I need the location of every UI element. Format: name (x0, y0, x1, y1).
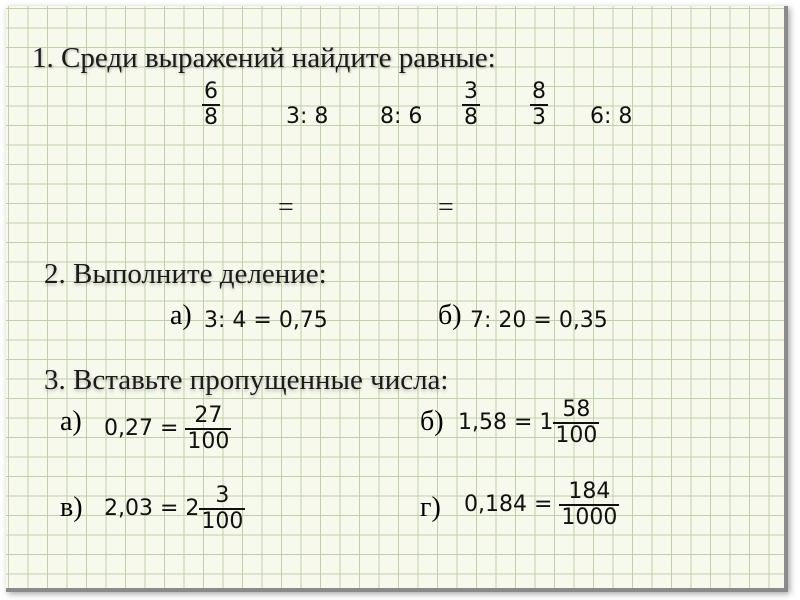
fraction-6-8 (202, 80, 220, 130)
task3-d-left: 0,184 = (464, 492, 553, 518)
task1-title: 1. Среди выражений найдите равные: (32, 42, 496, 74)
task3-b-label: б) (420, 406, 444, 437)
equals-sign-2: = (438, 192, 454, 223)
slide (6, 6, 788, 592)
numerator: 27 (194, 403, 223, 428)
task3-title: 3. Вставьте пропущенные числа: (44, 364, 449, 396)
task2-b-label: б) (438, 300, 462, 331)
task2-a-expression: 3: 4 = 0,75 (204, 308, 328, 333)
numerator: 58 (562, 397, 591, 422)
task3-c-left: 2,03 = 2 (104, 496, 200, 522)
denominator: 3 (532, 105, 546, 131)
denominator: 100 (555, 423, 598, 449)
equals-sign-1: = (278, 192, 294, 223)
task3-a-expression (104, 404, 231, 454)
denominator: 100 (187, 429, 230, 455)
task2-b-expression: 7: 20 = 0,35 (470, 308, 608, 333)
denominator: 8 (464, 105, 478, 131)
expression-6-div-8: 6: 8 (590, 104, 633, 129)
expression-8-div-6: 8: 6 (380, 104, 423, 129)
denominator: 8 (204, 105, 218, 131)
task3-b-left: 1,58 = 1 (458, 410, 554, 436)
task3-b-expression (458, 398, 599, 448)
expression-3-div-8: 3: 8 (286, 104, 329, 129)
task3-d-expression (464, 480, 619, 530)
task2-title: 2. Выполните деление: (44, 258, 327, 290)
numerator: 6 (204, 79, 218, 104)
numerator: 3 (464, 79, 478, 104)
task3-c-expression (104, 484, 245, 534)
task2-a-label: а) (170, 300, 192, 331)
denominator: 100 (201, 509, 244, 535)
numerator: 8 (532, 79, 546, 104)
fraction-3-8 (462, 80, 480, 130)
task3-a-label: а) (60, 406, 82, 437)
numerator: 184 (568, 479, 611, 504)
task3-a-left: 0,27 = (104, 416, 179, 442)
task3-d-label: г) (420, 492, 441, 523)
fraction-8-3 (530, 80, 548, 130)
numerator: 3 (215, 483, 230, 508)
task3-c-label: в) (60, 492, 83, 523)
denominator: 1000 (561, 505, 618, 531)
